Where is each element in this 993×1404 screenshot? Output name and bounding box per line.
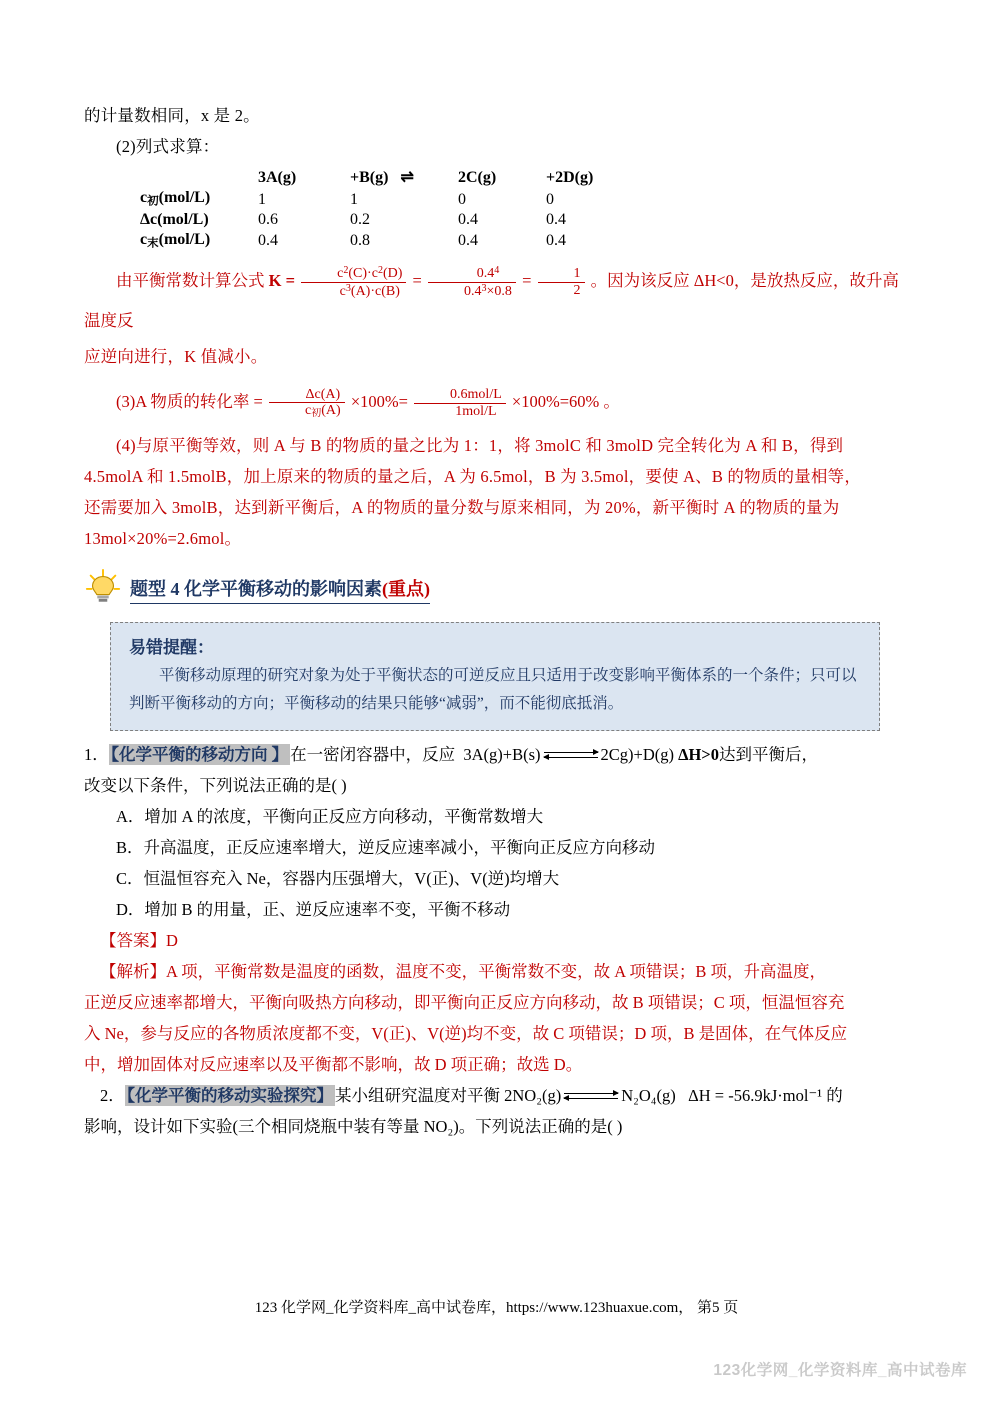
k-fraction-1: $\frac{c^2(C)\cdot c^2(D)}{c^3(A)\cdot c(B)}$: [301, 265, 406, 300]
conversion-end: 。: [603, 392, 620, 412]
question-1-stem: [84, 739, 906, 770]
row-label-initial: $c_初(mol/L)$: [140, 189, 211, 208]
tip-body: 平衡移动原理的研究对象为处于平衡状态的可逆反应且只适用于改变影响平衡体系的一个条件；只可以判断平衡移动的方向；平衡移动的结果只能够“减弱”，而不能彻底抵消。: [129, 667, 857, 713]
conversion-tail: ×100%=60%: [511, 392, 600, 412]
question-1-answer-line: [84, 925, 906, 956]
header-blank: [140, 166, 258, 188]
cell-value: 1: [258, 190, 266, 208]
conv-den-2: 1mol/L: [455, 403, 497, 419]
conv-num-2: 0.6mol/L: [414, 387, 506, 404]
paragraph-line1: 的计量数相同，x 是 2。: [84, 106, 260, 125]
analysis-text-1: A 项，平衡常数是温度的函数，温度不变，平衡常数不变，故 A 项错误；B 项，升高温度，: [166, 962, 827, 982]
question-1-number: 1．: [84, 745, 109, 765]
equilibrium-table: [140, 166, 626, 251]
cell-value: 0.4: [458, 232, 478, 250]
conversion-mid: ×100%=: [350, 392, 408, 412]
question-2-stem-a: 某小组研究温度对平衡 2NO₂(g): [335, 1086, 562, 1106]
section-title: [130, 575, 430, 604]
k-intro-text: 由平衡常数计算公式: [116, 271, 265, 291]
question-1-stem-b: 达到平衡后，: [718, 745, 818, 765]
cell-value: 0.8: [350, 232, 370, 250]
k-tail-line2: 应逆向进行，K 值减小。: [84, 347, 268, 367]
row-label-delta: Δc(mol/L): [140, 210, 209, 228]
cell-value: 0.2: [350, 210, 370, 228]
question-1-eq-right: 2Cg)+D(g): [600, 745, 674, 765]
k-den-3: 2: [573, 282, 581, 298]
question-1-option-c: C．恒温恒容充入 Ne，容器内压强增大，V(正)、V(逆)均增大: [116, 869, 560, 889]
question-2-number: 2．: [100, 1086, 125, 1106]
question-1-analysis-line1: [84, 956, 906, 987]
question-1-analysis-line2: 正逆反应速率都增大，平衡向吸热方向移动，即平衡向正反应方向移动，故 B 项错误；C 项，恒温恒容充: [84, 993, 845, 1013]
section-title-main: 题型 4 化学平衡移动的影响因素: [130, 579, 382, 600]
question-1-stem-c: 改变以下条件，下列说法正确的是( ): [84, 776, 347, 796]
lightbulb-icon: [84, 568, 122, 606]
question-2-stem: [84, 1080, 906, 1111]
conv-num-1: Δc(A): [269, 387, 345, 404]
equals-sign: =: [522, 271, 532, 291]
page-footer: 123 化学网_化学资料库_高中试卷库，https://www.123huaxue.com， 第5 页: [254, 1300, 739, 1316]
header-cell-B: +B(g) ⇌: [350, 169, 413, 186]
paragraph-line2: (2)列式求算：: [116, 137, 220, 156]
k-num-3: 1: [538, 266, 585, 283]
conversion-intro: (3)A 物质的转化率: [116, 392, 250, 412]
reversible-arrow-icon: [564, 1090, 618, 1104]
question-1-analysis-line3: 入 Ne，参与反应的各物质浓度都不变，V(正)、V(逆)均不变，故 C 项错误；D 项，B 是固体，在气体反应: [84, 1024, 848, 1044]
paragraph-4-line3: 还需要加入 3molB，达到新平衡后，A 的物质的量分数与原来相同，为 20%，新平衡时 A 的物质的量为: [84, 498, 840, 518]
tip-title: 易错提醒：: [129, 638, 214, 658]
question-1-option-a: A．增加 A 的浓度，平衡向正反应方向移动，平衡常数增大: [116, 807, 544, 827]
conversion-fraction-2: [414, 387, 506, 419]
answer-value: D: [166, 931, 178, 951]
question-1-analysis-line4: 中，增加固体对反应速率以及平衡都不影响，故 D 项正确；故选 D。: [84, 1055, 583, 1075]
question-2-stem-c: 影响，设计如下实验(三个相同烧瓶中装有等量 NO₂)。下列说法正确的是( ): [84, 1117, 623, 1137]
question-1-option-b: B．升高温度，正反应速率增大，逆反应速率减小，平衡向正反应方向移动: [116, 838, 656, 858]
cell-value: 1: [350, 190, 358, 208]
k-fraction-3: [538, 266, 585, 298]
question-2-deltaH: ΔH = -56.9kJ·mol⁻¹ 的: [688, 1086, 843, 1106]
cell-value: 0: [458, 190, 466, 208]
question-1-deltaH: ΔH>0: [678, 745, 719, 765]
cell-value: 0.6: [258, 210, 278, 228]
question-1-eq-left: 3A(g)+B(s): [463, 745, 541, 765]
question-1-stem-a: 在一密闭容器中，反应: [290, 745, 456, 765]
conversion-formula-line: [84, 382, 906, 422]
table-row: [140, 210, 626, 230]
header-cell-C: 2C(g): [458, 169, 497, 186]
cell-value: 0: [546, 190, 554, 208]
question-1-option-d: D．增加 B 的用量，正、逆反应速率不变，平衡不移动: [116, 900, 511, 920]
question-2-tag: 【化学平衡的移动实验探究】: [126, 1086, 333, 1106]
paragraph-4-line1: (4)与原平衡等效，则 A 与 B 的物质的量之比为 1：1，将 3molC 和 3molD 完全转化为 A 和 B，得到: [116, 436, 844, 456]
equals-sign: =: [253, 392, 263, 412]
k-tail-text: 。因为该反应 ΔH<0，是放热反应，故升高温度反: [84, 271, 899, 331]
equals-sign: =: [412, 271, 422, 291]
question-2-stem-b: N₂O₄(g): [621, 1086, 676, 1106]
analysis-label: 【解析】: [100, 962, 166, 982]
k-equals: K =: [268, 271, 295, 291]
table-header-row: [140, 166, 626, 188]
tip-box: [110, 622, 880, 731]
table-row: [140, 230, 626, 252]
cell-value: 0.4: [546, 210, 566, 228]
section-header: [84, 572, 906, 606]
row-label-final: $c_末(mol/L)$: [140, 230, 211, 250]
table-row: [140, 188, 626, 210]
paragraph-4-line2: 4.5molA 和 1.5molB，加上原来的物质的量之后，A 为 6.5mol，B 为 3.5mol，要使 A、B 的物质的量相等，: [84, 467, 862, 487]
header-cell-D: +2D(g): [546, 169, 594, 186]
section-title-emphasis: (重点): [382, 579, 430, 600]
cell-value: 0.4: [546, 232, 566, 250]
k-fraction-2: $\frac{0.4^4}{0.4^3\times 0.8}$: [428, 265, 516, 300]
cell-value: 0.4: [258, 232, 278, 250]
document-content: [84, 100, 906, 1142]
k-formula-line: [84, 261, 906, 341]
question-1-tag: 【化学平衡的移动方向 】: [110, 745, 289, 765]
conversion-fraction-1: $\frac{\Delta c(A)}{c_初(A)}$: [269, 387, 345, 420]
header-cell-A: 3A(g): [258, 169, 297, 186]
answer-label: 【答案】: [100, 931, 166, 951]
reversible-arrow-icon: [544, 749, 598, 763]
cell-value: 0.4: [458, 210, 478, 228]
watermark: 123化学网_化学资料库_高中试卷库: [713, 1362, 967, 1379]
paragraph-4-line4: 13mol×20%=2.6mol。: [84, 529, 242, 549]
